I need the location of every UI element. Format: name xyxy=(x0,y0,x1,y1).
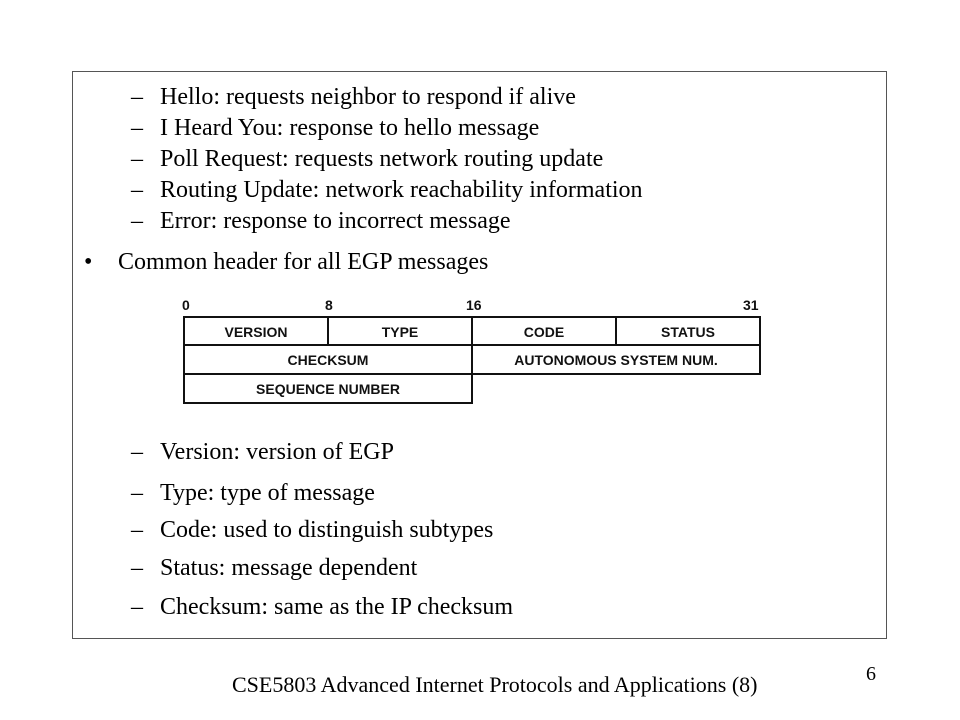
field-version: VERSION xyxy=(224,324,288,340)
egp-header-diagram xyxy=(180,296,770,408)
list-item-text: I Heard You: response to hello message xyxy=(160,115,540,141)
list-item-text: Checksum: same as the IP checksum xyxy=(160,594,514,620)
dash-marker: – xyxy=(131,517,143,543)
bit-label-31: 31 xyxy=(743,297,759,313)
bit-label-16: 16 xyxy=(466,297,482,313)
list-item-text: Poll Request: requests network routing update xyxy=(160,146,604,172)
list-item-text: Routing Update: network reachability information xyxy=(160,177,643,203)
bullet-text: Common header for all EGP messages xyxy=(118,249,489,275)
field-sequence-number: SEQUENCE NUMBER xyxy=(256,381,400,397)
dash-marker: – xyxy=(131,208,143,234)
list-item-text: Error: response to incorrect message xyxy=(160,208,511,234)
field-autonomous-system-num: AUTONOMOUS SYSTEM NUM. xyxy=(514,352,718,368)
footer-course-title: CSE5803 Advanced Internet Protocols and Applications (8) xyxy=(232,672,758,697)
dash-marker: – xyxy=(131,439,143,465)
list-item-text: Status: message dependent xyxy=(160,555,418,581)
bit-label-0: 0 xyxy=(182,297,190,313)
field-type: TYPE xyxy=(381,324,419,340)
field-code: CODE xyxy=(523,324,565,340)
dash-marker: – xyxy=(131,146,143,172)
bit-label-8: 8 xyxy=(325,297,333,313)
bullet-marker: • xyxy=(84,249,93,275)
field-status: STATUS xyxy=(661,324,715,340)
list-item-text: Type: type of message xyxy=(160,480,375,506)
list-item-text: Code: used to distinguish subtypes xyxy=(160,517,494,543)
list-item-text: Version: version of EGP xyxy=(160,439,394,465)
page-number: 6 xyxy=(866,663,876,685)
dash-marker: – xyxy=(131,480,143,506)
dash-marker: – xyxy=(131,177,143,203)
dash-marker: – xyxy=(131,115,143,141)
list-item-text: Hello: requests neighbor to respond if alive xyxy=(160,84,576,110)
dash-marker: – xyxy=(131,84,143,110)
field-checksum: CHECKSUM xyxy=(287,352,369,368)
dash-marker: – xyxy=(131,555,143,581)
dash-marker: – xyxy=(131,594,143,620)
